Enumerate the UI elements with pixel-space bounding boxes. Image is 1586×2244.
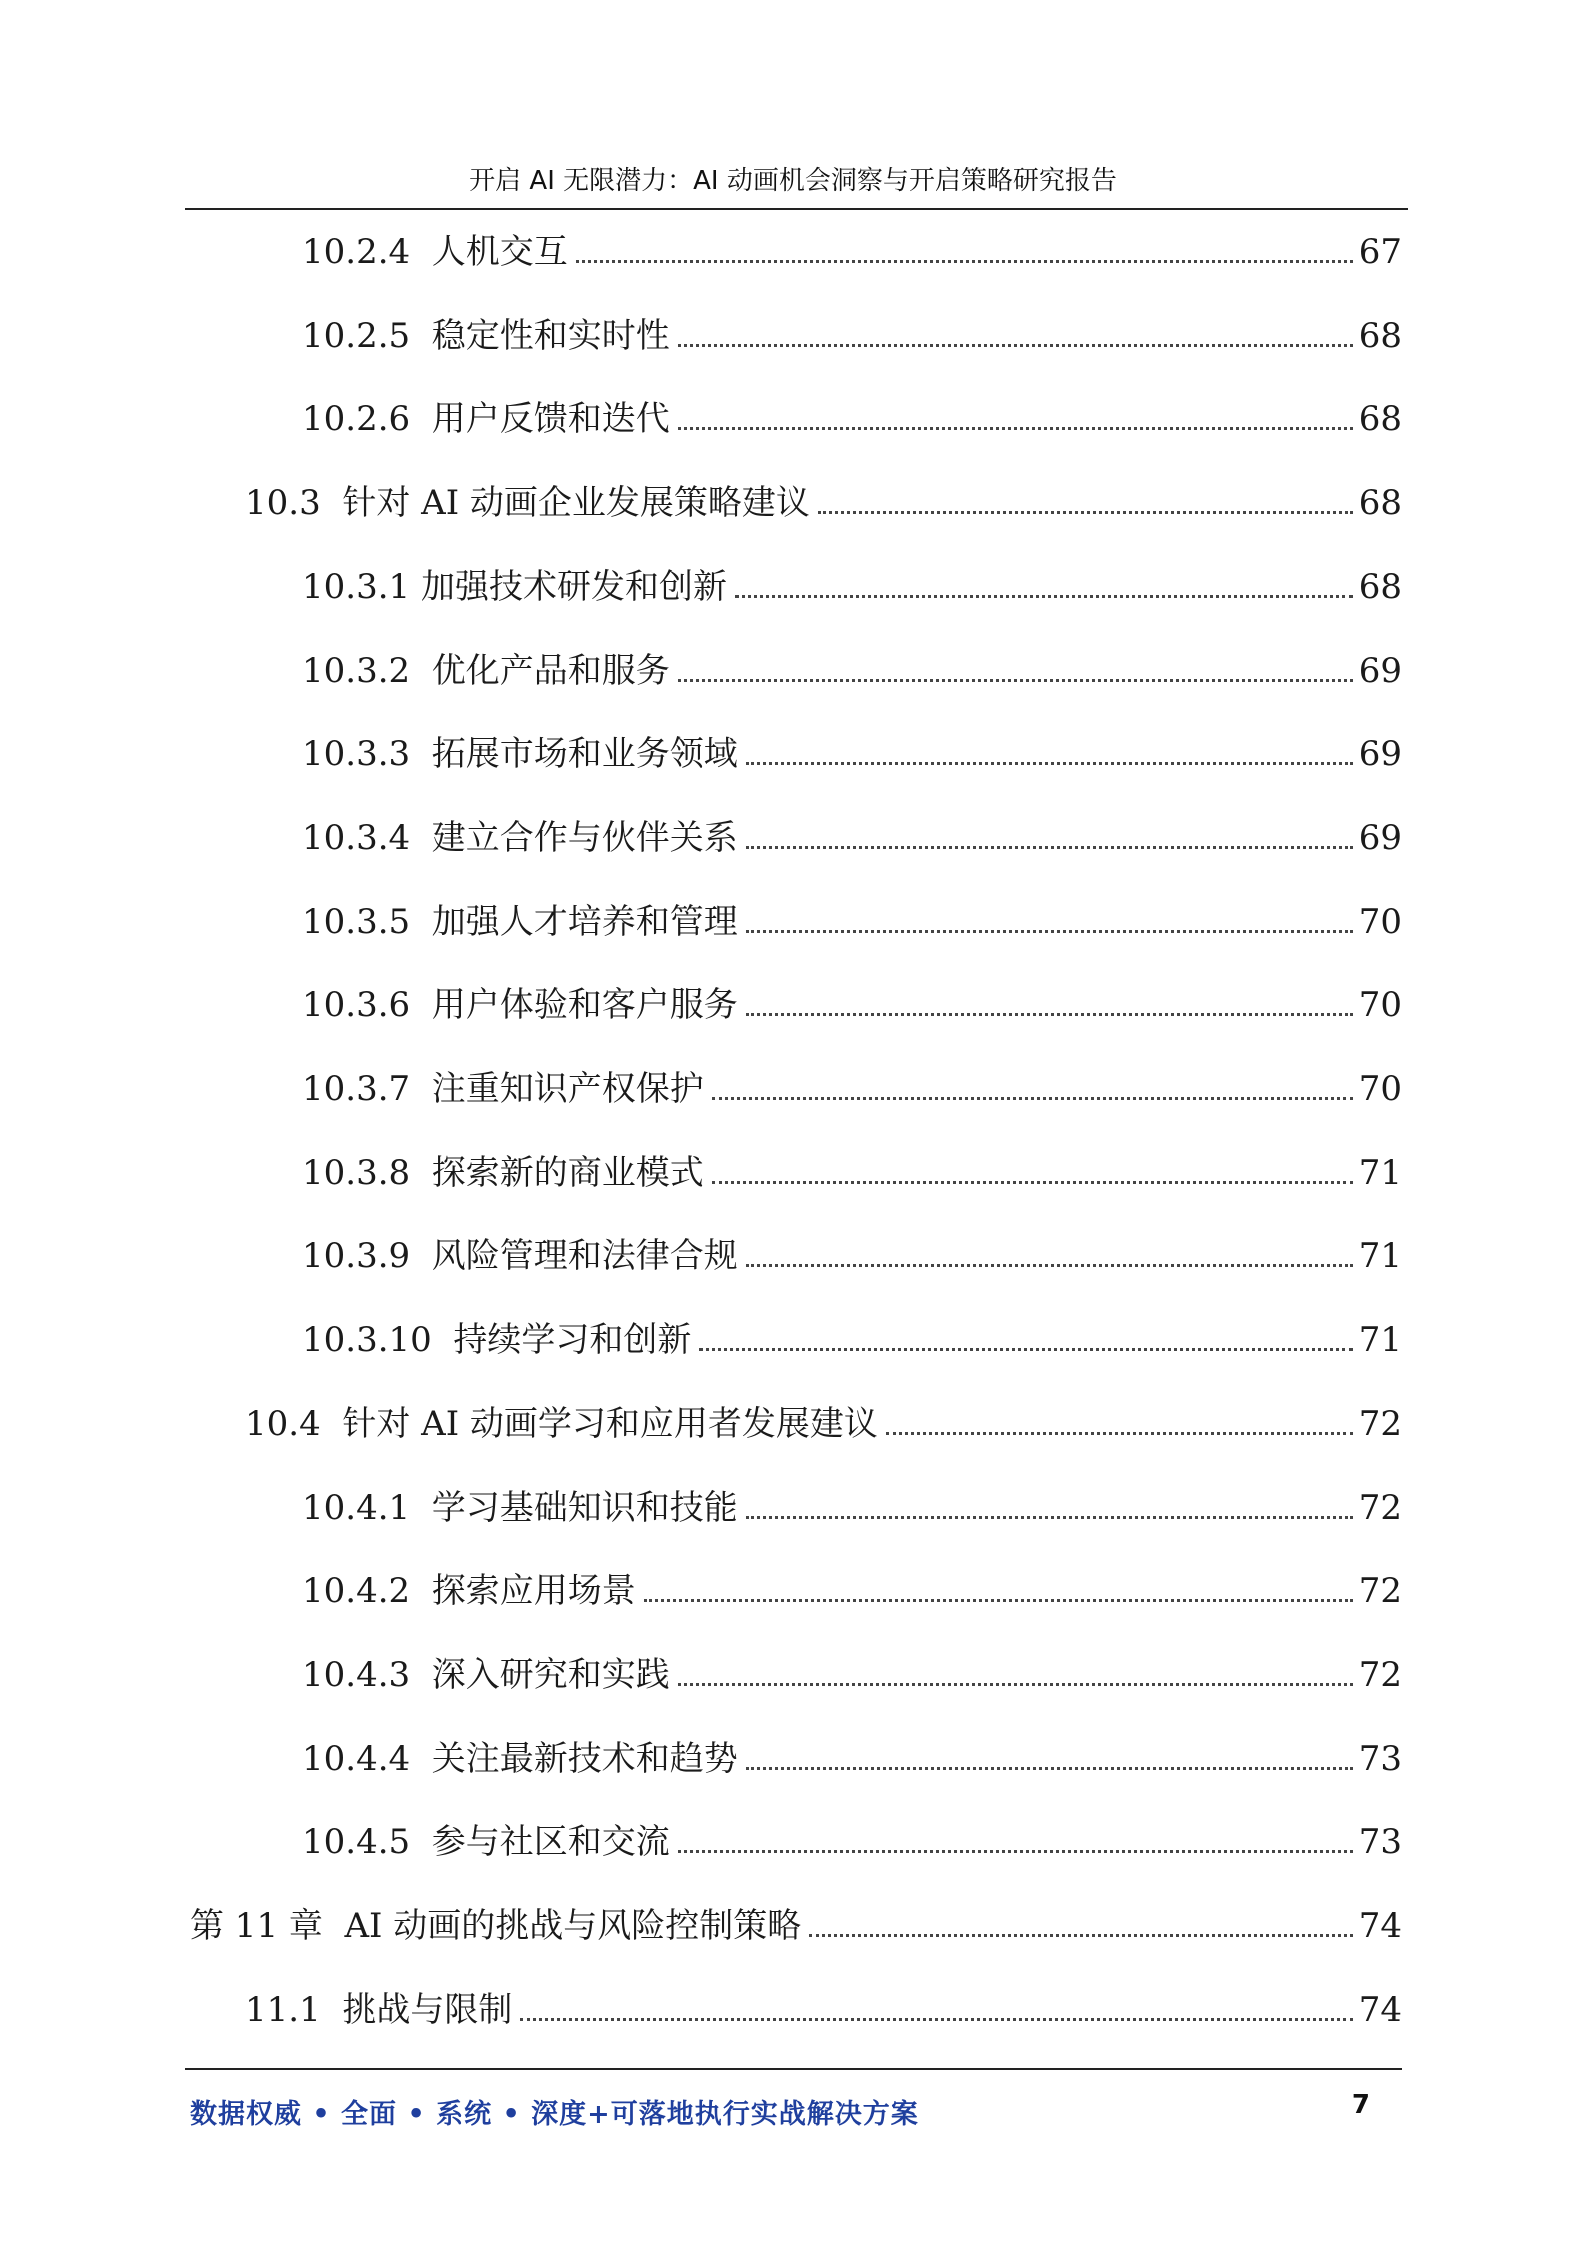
toc-entry-number: 10.3.2 (302, 650, 432, 691)
toc-dot-leader (735, 595, 1353, 598)
toc-entry-title: 探索新的商业模式 (431, 1152, 704, 1193)
toc-dot-leader (576, 260, 1353, 263)
toc-entry-page: 74 (1358, 1906, 1402, 1946)
toc-entry[interactable] (302, 892, 1402, 952)
toc-dot-leader (678, 679, 1353, 682)
toc-entry-title: 注重知识产权保护 (431, 1069, 704, 1109)
toc-dot-leader (746, 930, 1353, 933)
toc-entry-title: 关注最新技术和趋势 (431, 1738, 738, 1779)
toc-entry-title: 挑战与限制 (342, 1989, 513, 2030)
toc-dot-leader (746, 1767, 1353, 1770)
toc-entry-number: 10.3.7 (302, 1069, 432, 1109)
toc-entry-page: 72 (1358, 1654, 1402, 1695)
toc-dot-leader (818, 511, 1353, 514)
toc-dot-leader (678, 1850, 1353, 1853)
toc-entry-number: 10.2.4 (302, 232, 432, 272)
toc-entry-number: 10.3.5 (302, 901, 432, 942)
toc-entry-number: 10.3.8 (302, 1152, 432, 1193)
toc-entry[interactable] (302, 1478, 1402, 1538)
toc-entry[interactable] (302, 975, 1402, 1035)
toc-entry-page: 73 (1358, 1822, 1402, 1863)
toc-entry-number: 10.4.5 (302, 1822, 432, 1863)
toc-entry-page: 72 (1358, 1487, 1402, 1528)
toc-entry-number: 10.4.3 (302, 1654, 432, 1695)
toc-entry[interactable] (302, 1059, 1402, 1119)
toc-entry-page: 72 (1358, 1571, 1402, 1612)
toc-entry[interactable] (302, 1143, 1402, 1203)
toc-dot-leader (809, 1934, 1352, 1937)
toc-entry-page: 70 (1358, 901, 1402, 942)
toc-entry[interactable] (302, 1226, 1402, 1286)
toc-dot-leader (678, 1683, 1353, 1686)
toc-entry-number: 10.2.5 (302, 315, 432, 356)
toc-entry-page: 69 (1358, 817, 1402, 858)
page-header-title: 开启 AI 无限潜力：AI 动画机会洞察与开启策略研究报告 (469, 166, 1117, 196)
toc-entry-page: 73 (1358, 1738, 1402, 1779)
toc-entry-page: 70 (1358, 985, 1402, 1026)
toc-entry-title: 建立合作与伙伴关系 (431, 817, 738, 858)
toc-entry-title: 针对 AI 动画企业发展策略建议 (342, 483, 810, 524)
toc-entry-page: 68 (1358, 399, 1402, 440)
toc-dot-leader (678, 427, 1353, 430)
toc-dot-leader (520, 2018, 1352, 2021)
toc-dot-leader (712, 1097, 1353, 1100)
toc-entry-title: 加强人才培养和管理 (431, 901, 738, 942)
toc-entry[interactable] (302, 808, 1402, 868)
toc-entry-title: 探索应用场景 (431, 1571, 636, 1612)
toc-entry-number: 10.4 (245, 1403, 343, 1444)
toc-entry-number: 第 11 章 (190, 1906, 345, 1946)
header-divider (185, 208, 1408, 210)
toc-entry-page: 68 (1358, 315, 1402, 356)
toc-entry-page: 69 (1358, 650, 1402, 691)
toc-entry-number: 10.3.9 (302, 1236, 432, 1277)
toc-entry-page: 69 (1358, 734, 1402, 775)
toc-entry[interactable] (245, 473, 1402, 533)
toc-entry-title: 用户反馈和迭代 (431, 399, 670, 440)
toc-entry-page: 72 (1358, 1403, 1402, 1444)
toc-entry[interactable] (302, 724, 1402, 784)
toc-entry-page: 70 (1358, 1069, 1402, 1109)
toc-entry-number: 10.3 (245, 483, 343, 524)
toc-entry-number: 10.3.3 (302, 734, 432, 775)
toc-entry-title: 拓展市场和业务领域 (431, 734, 738, 775)
toc-entry[interactable] (190, 1896, 1402, 1956)
toc-entry-title: 人机交互 (431, 232, 568, 272)
toc-entry-number: 10.3.1 (302, 566, 421, 607)
toc-dot-leader (886, 1432, 1353, 1435)
toc-entry-title: 学习基础知识和技能 (431, 1487, 738, 1528)
toc-entry-title: 深入研究和实践 (431, 1654, 670, 1695)
toc-entry-title: 风险管理和法律合规 (431, 1236, 738, 1277)
toc-entry[interactable] (302, 1645, 1402, 1705)
footer-divider (185, 2068, 1402, 2070)
toc-entry-title: AI 动画的挑战与风险控制策略 (344, 1906, 802, 1946)
toc-entry-number: 10.4.1 (302, 1487, 432, 1528)
toc-entry-page: 74 (1358, 1989, 1402, 2030)
toc-entry[interactable] (302, 557, 1402, 617)
toc-entry-number: 11.1 (245, 1989, 343, 2030)
toc-entry-number: 10.4.2 (302, 1571, 432, 1612)
toc-entry-page: 71 (1358, 1152, 1402, 1193)
toc-dot-leader (712, 1181, 1353, 1184)
toc-entry[interactable] (302, 389, 1402, 449)
toc-entry-title: 用户体验和客户服务 (431, 985, 738, 1026)
toc-entry-title: 参与社区和交流 (431, 1822, 670, 1863)
toc-entry-title: 针对 AI 动画学习和应用者发展建议 (342, 1403, 878, 1444)
toc-entry[interactable] (302, 1561, 1402, 1621)
footer-page-number: 7 (1351, 2090, 1370, 2120)
toc-entry[interactable] (302, 222, 1402, 282)
toc-entry-title: 加强技术研发和创新 (420, 566, 727, 607)
toc-dot-leader (746, 762, 1353, 765)
toc-entry[interactable] (302, 1310, 1402, 1370)
toc-entry[interactable] (302, 641, 1402, 701)
toc-entry-number: 10.4.4 (302, 1738, 432, 1779)
toc-dot-leader (699, 1348, 1352, 1351)
toc-entry-number: 10.3.6 (302, 985, 432, 1026)
toc-entry-title: 优化产品和服务 (431, 650, 670, 691)
toc-dot-leader (678, 344, 1353, 347)
toc-dot-leader (746, 1013, 1353, 1016)
toc-entry-number: 10.3.4 (302, 817, 432, 858)
toc-entry-page: 68 (1358, 483, 1402, 524)
toc-entry-number: 10.2.6 (302, 399, 432, 440)
toc-entry[interactable] (245, 1394, 1402, 1454)
footer-slogan: 数据权威 • 全面 • 系统 • 深度+可落地执行实战解决方案 (190, 2099, 919, 2130)
toc-entry-title: 持续学习和创新 (453, 1320, 692, 1361)
toc-entry[interactable] (245, 1980, 1402, 2040)
toc-entry[interactable] (302, 1729, 1402, 1789)
toc-dot-leader (746, 1516, 1353, 1519)
toc-entry-number: 10.3.10 (302, 1320, 454, 1361)
toc-entry-title: 稳定性和实时性 (431, 315, 670, 356)
toc-dot-leader (644, 1599, 1353, 1602)
toc-dot-leader (746, 846, 1353, 849)
toc-dot-leader (746, 1264, 1353, 1267)
toc-entry[interactable] (302, 306, 1402, 366)
toc-entry[interactable] (302, 1812, 1402, 1872)
toc-entry-page: 71 (1358, 1236, 1402, 1277)
toc-entry-page: 68 (1358, 566, 1402, 607)
toc-entry-page: 71 (1358, 1320, 1402, 1361)
toc-entry-page: 67 (1358, 232, 1402, 272)
